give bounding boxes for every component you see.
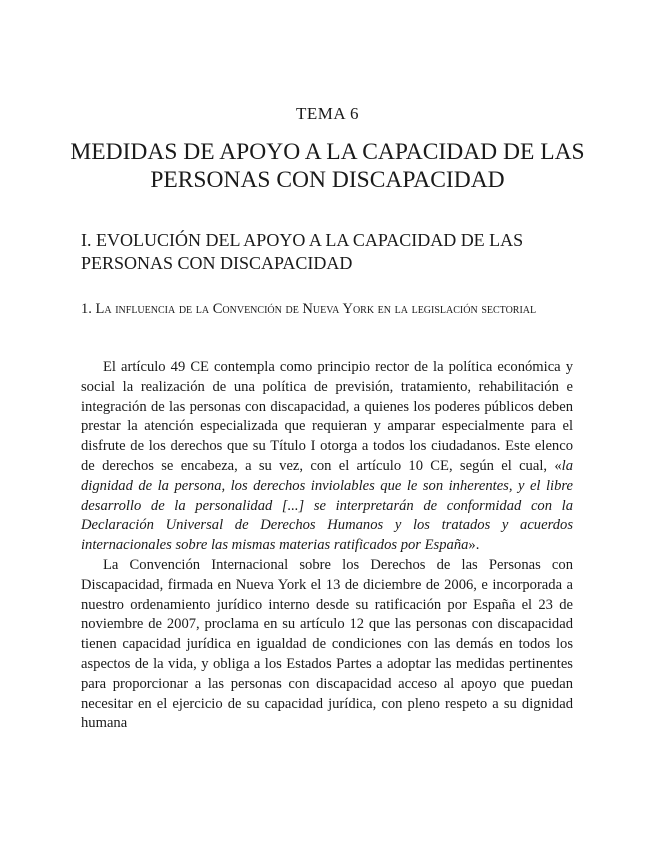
- constitution-quote: la dignidad de la persona, los derechos inviolables que le son inherentes, y el libre desarrollo de la personalidad [...] se interpretarán de conformidad con la Declaración Universal de Derechos Humanos y los tratados y acuerdos internacionales sobre las mismas materias ratificados por España: [81, 457, 573, 554]
- paragraph-1-closing: ».: [468, 537, 480, 554]
- paragraph-1: [81, 358, 573, 556]
- section-heading: I. EVOLUCIÓN DEL APOYO A LA CAPACIDAD DE LAS PERSONAS CON DISCAPACIDAD: [81, 230, 524, 273]
- subsection-heading: 1. La influencia de la Convención de Nueva York en la legislación sectorial: [81, 301, 537, 317]
- paragraph-2: La Convención Internacional sobre los Derechos de las Personas con Discapacidad, firmada en Nueva York el 13 de diciembre de 2006, e incorporada a nuestro ordenamiento jurídico interno desde su ratificación por España el 23 de noviembre de 2007, proclama en su artículo 12 que las personas con discapacidad tienen capacidad jurídica en igualdad de condiciones con las demás en todos los aspectos de la vida, y obliga a los Estados Partes a adoptar las medidas pertinentes para proporcionar a las personas con discapacidad acceso al apoyo que puedan necesitar en el ejercicio de su capacidad jurídica, con pleno respeto a su dignidad humana: [81, 556, 573, 732]
- chapter-label: TEMA 6: [296, 104, 359, 123]
- paragraph-1-text: El artículo 49 CE contempla como principio rector de la política económica y social la realización de una política de previsión, tratamiento, rehabilitación e integración de las personas con discapacidad, a quienes los poderes públicos deben prestar la atención especializada que requieran y amparar especialmente para el disfrute de los derechos que su Título I otorga a todos los ciudadanos. Este elenco de derechos se encabeza, a su vez, con el artículo 10 CE, según el cual, «: [81, 359, 573, 474]
- chapter-title: MEDIDAS DE APOYO A LA CAPACIDAD DE LAS PERSONAS CON DISCAPACIDAD: [70, 139, 585, 193]
- body-text: [81, 358, 573, 734]
